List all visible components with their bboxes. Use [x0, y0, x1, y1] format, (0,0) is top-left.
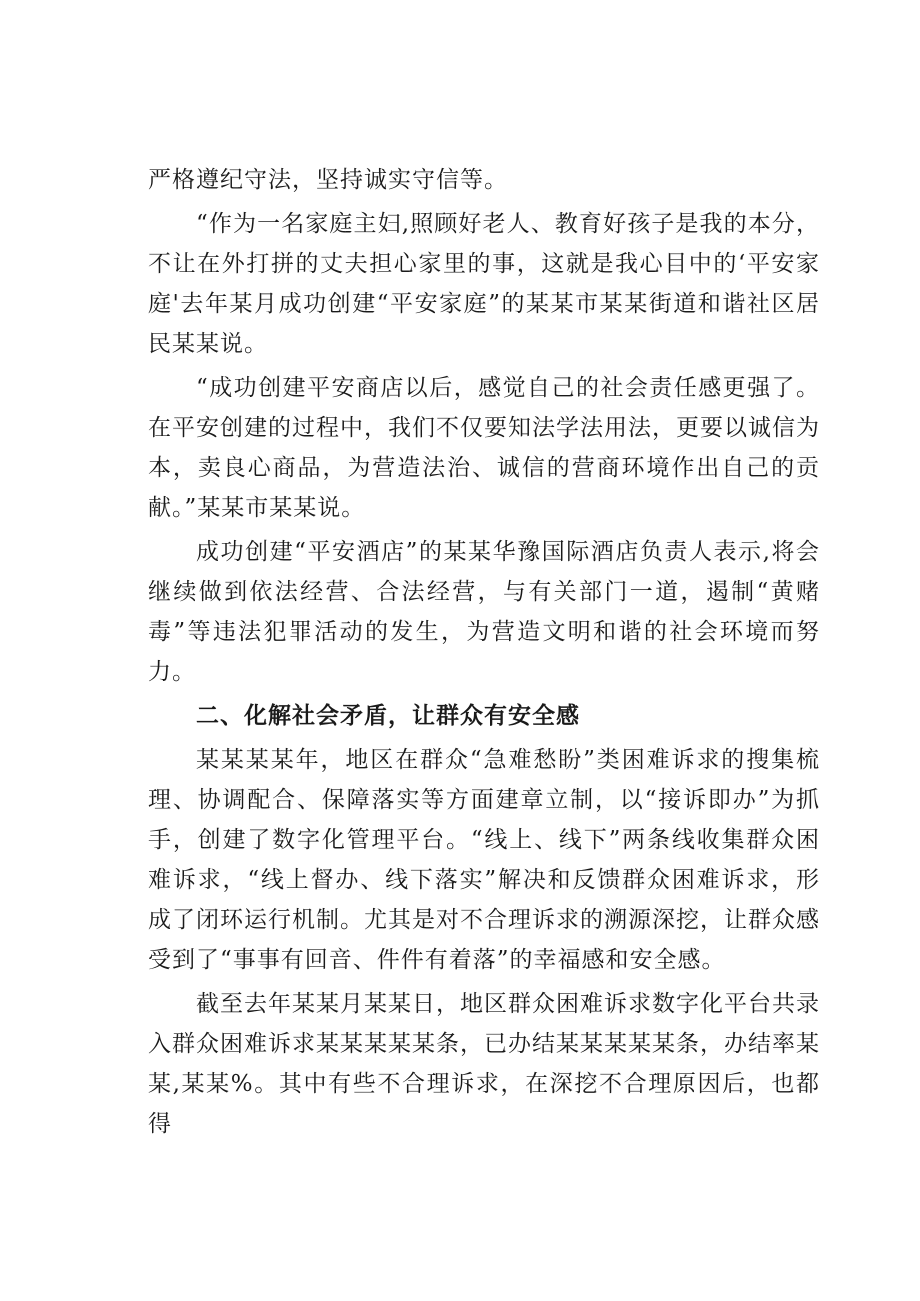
- paragraph-4: 成功创建“平安酒店”的某某华豫国际酒店负责人表示,将会继续做到依法经营、合法经营，与有关部门一道，遏制“黄赌毒”等违法犯罪活动的发生，为营造文明和谐的社会环境而努力。: [148, 539, 820, 685]
- paragraph-3: “成功创建平安商店以后，感觉自己的社会责任感更强了。在平安创建的过程中，我们不仅要知法学法用法，更要以诚信为本，卖良心商品，为营造法治、诚信的营商环境作出自己的贡献。”某某市某某说。: [148, 375, 820, 521]
- document-body: [148, 160, 820, 1148]
- paragraph-2: “作为一名家庭主妇,照顾好老人、教育好孩子是我的本分，不让在外打拼的丈夫担心家里的事，这就是我心目中的‘平安家庭'去年某月成功创建“平安家庭”的某某市某某街道和谐社区居民某某说。: [148, 211, 820, 357]
- paragraph-1: 严格遵纪守法，坚持诚实守信等。: [148, 167, 508, 193]
- section-heading: 二、化解社会矛盾，让群众有安全感: [196, 703, 580, 729]
- paragraph-5: 某某某某年，地区在群众“急难愁盼”类困难诉求的搜集梳理、协调配合、保障落实等方面建章立制，以“接诉即办”为抓手，创建了数字化管理平台。“线上、线下”两条线收集群众困难诉求，“线上督办、线下落实”解决和反馈群众困难诉求，形成了闭环运行机制。尤其是对不合理诉求的溯源深挖，让群众感受到了“事事有回音、件件有着落”的幸福感和安全感。: [148, 747, 820, 973]
- paragraph-6: 截至去年某某月某某日，地区群众困难诉求数字化平台共录入群众困难诉求某某某某某条，已办结某某某某某条，办结率某某,某某%。其中有些不合理诉求，在深挖不合理原因后，也都得: [148, 991, 820, 1137]
